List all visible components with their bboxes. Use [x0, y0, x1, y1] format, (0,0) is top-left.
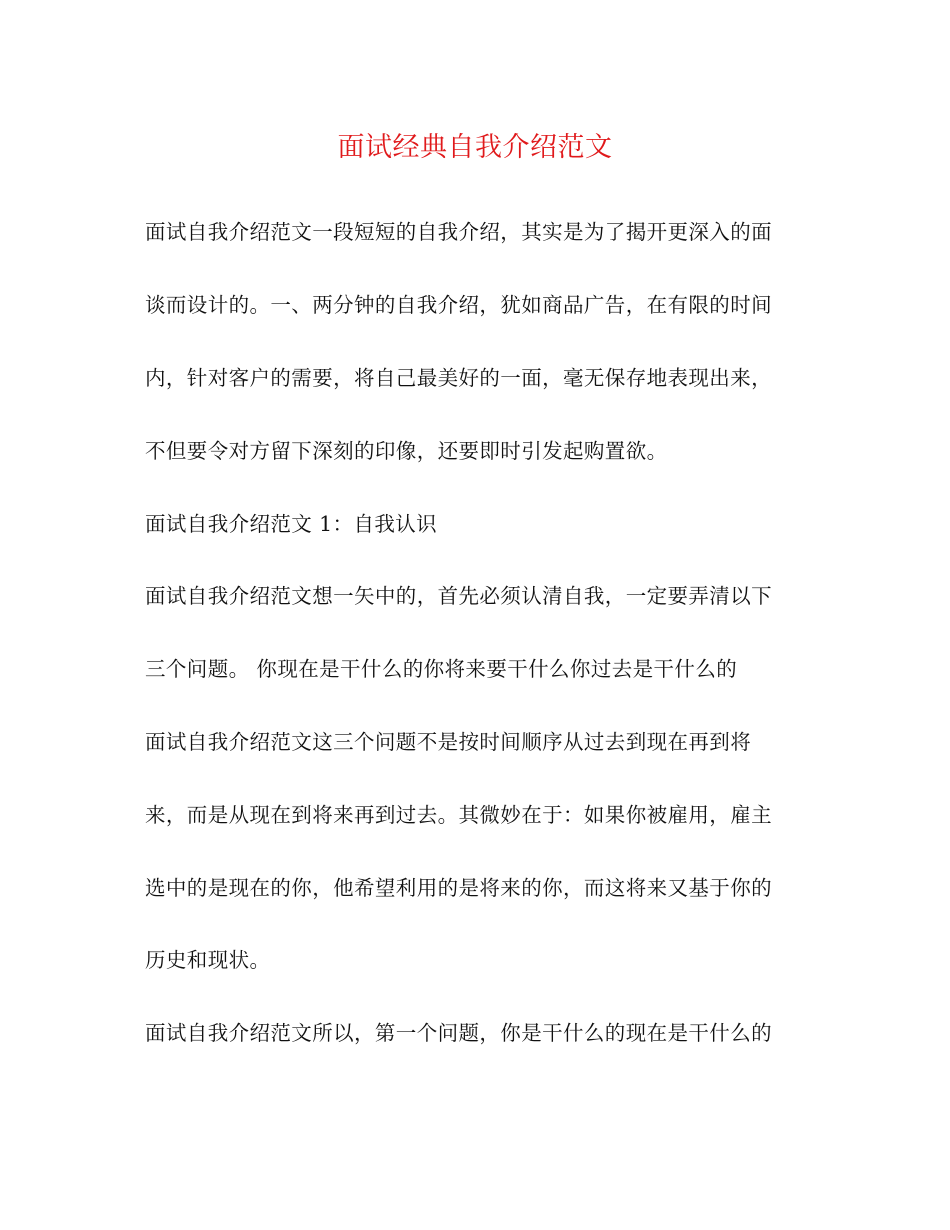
body-line-12: 面试自我介绍范文所以，第一个问题，你是干什么的现在是干什么的: [145, 1021, 772, 1045]
body-line-1: 面试自我介绍范文一段短短的自我介绍，其实是为了揭开更深入的面: [145, 220, 772, 244]
body-line-6: 面试自我介绍范文想一矢中的，首先必须认清自我，一定要弄清以下: [145, 584, 772, 608]
body-line-7: 三个问题。 你现在是干什么的你将来要干什么你过去是干什么的: [145, 657, 738, 681]
body-line-3: 内，针对客户的需要，将自己最美好的一面，毫无保存地表现出来，: [145, 366, 772, 390]
body-line-8: 面试自我介绍范文这三个问题不是按时间顺序从过去到现在再到将: [145, 730, 752, 754]
section-heading-1: 面试自我介绍范文 1：自我认识: [145, 512, 438, 536]
document-title: 面试经典自我介绍范文: [337, 132, 613, 163]
body-line-11: 历史和现状。: [145, 948, 271, 972]
body-line-9: 来，而是从现在到将来再到过去。其微妙在于：如果你被雇用，雇主: [145, 803, 772, 827]
body-line-2: 谈而设计的。一、两分钟的自我介绍，犹如商品广告，在有限的时间: [145, 293, 772, 317]
body-line-10: 选中的是现在的你，他希望利用的是将来的你，而这将来又基于你的: [145, 876, 772, 900]
body-line-4: 不但要令对方留下深刻的印像，还要即时引发起购置欲。: [145, 439, 668, 463]
